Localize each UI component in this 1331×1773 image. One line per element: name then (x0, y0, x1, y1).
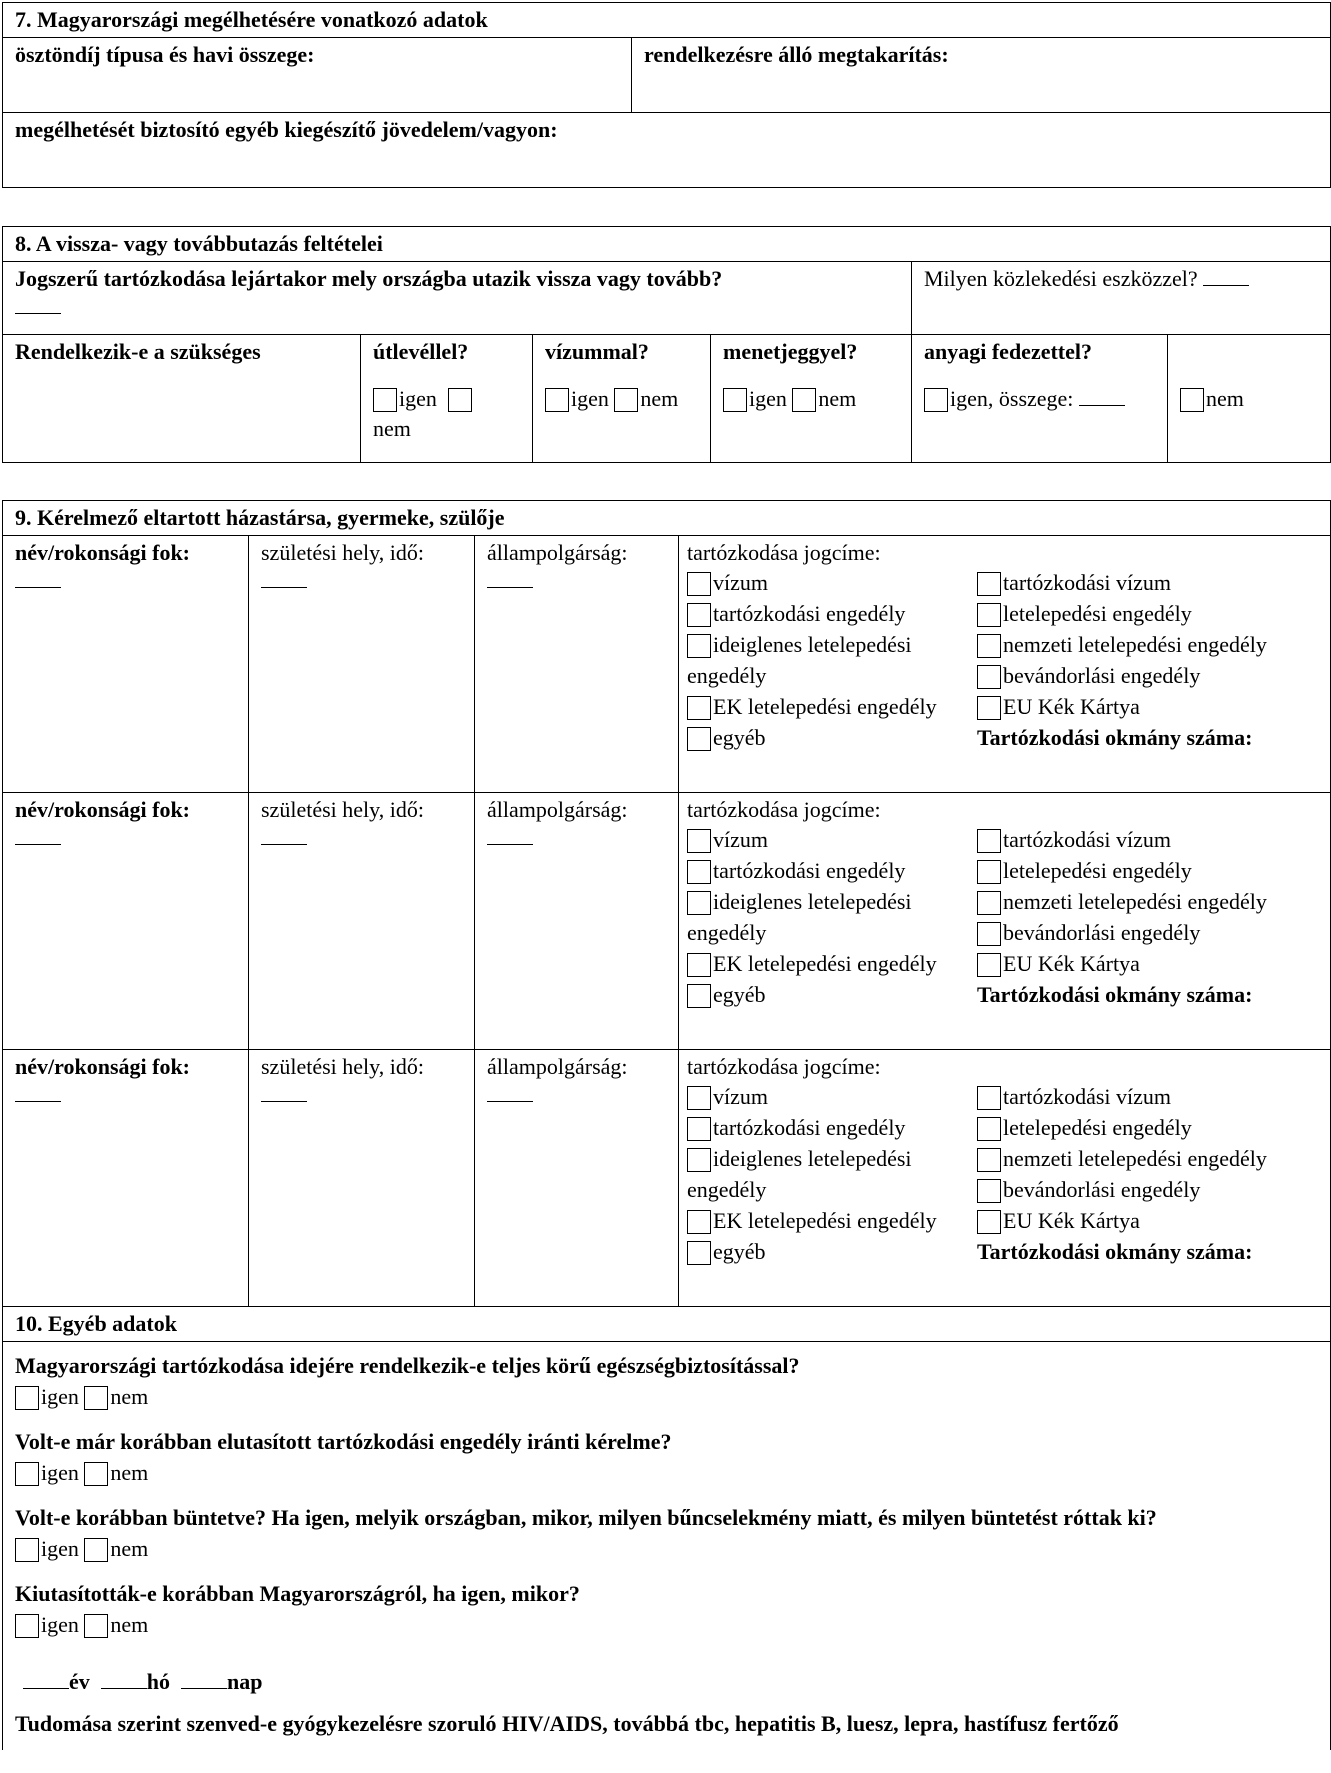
option-label: bevándorlási engedély (1003, 920, 1201, 945)
passport-label: útlevéllel? (373, 339, 469, 364)
visa-label: vízummal? (545, 339, 649, 364)
transport-field[interactable] (912, 262, 1331, 335)
date-fields (23, 1668, 1318, 1696)
temp-settlement-checkbox[interactable] (687, 891, 711, 915)
expelled-no-checkbox[interactable] (84, 1614, 108, 1638)
citizenship-label: állampolgárság: (487, 540, 628, 565)
ticket-cell (711, 335, 912, 463)
day-blank[interactable] (181, 1672, 227, 1689)
name-blank[interactable] (15, 571, 61, 588)
no-label: nem (110, 1536, 149, 1561)
birth-blank[interactable] (261, 1085, 307, 1102)
yes-amount-label: igen, összege: (950, 386, 1074, 411)
option-label: tartózkodási engedély (713, 601, 906, 626)
residence-visa-checkbox[interactable] (977, 1086, 1001, 1110)
option-label: tartózkodási vízum (1003, 570, 1172, 595)
rejected-yes-checkbox[interactable] (15, 1462, 39, 1486)
no-label: nem (110, 1612, 149, 1637)
passport-yes-checkbox[interactable] (373, 388, 397, 412)
option-label: EK letelepedési engedély (713, 951, 937, 976)
ec-settlement-checkbox[interactable] (687, 1210, 711, 1234)
insurance-yes-checkbox[interactable] (15, 1386, 39, 1410)
option-label: ideiglenes letelepedési engedély (687, 632, 912, 688)
temp-settlement-checkbox[interactable] (687, 634, 711, 658)
other-income-label: megélhetését biztosító egyéb kiegészítő jövedelem/vagyon: (15, 117, 558, 142)
no-label: nem (1206, 386, 1244, 411)
visa-yes-checkbox[interactable] (545, 388, 569, 412)
no-label: nem (818, 386, 857, 411)
day-label: nap (227, 1669, 263, 1694)
yes-label: igen (41, 1536, 79, 1561)
option-label: EK letelepedési engedély (713, 694, 937, 719)
year-label: év (69, 1669, 90, 1694)
section-10-title: 10. Egyéb adatok (3, 1307, 1331, 1342)
visa-no-checkbox[interactable] (614, 388, 638, 412)
option-label: letelepedési engedély (1003, 1115, 1192, 1140)
yes-label: igen (41, 1612, 79, 1637)
stipend-field[interactable] (3, 38, 632, 113)
no-label: nem (110, 1384, 149, 1409)
transport-question: Milyen közlekedési eszközzel? (924, 266, 1198, 291)
eu-blue-card-checkbox[interactable] (977, 696, 1001, 720)
option-label: EU Kék Kártya (1003, 1208, 1140, 1233)
citizenship-blank[interactable] (487, 571, 533, 588)
option-label: nemzeti letelepedési engedély (1003, 1146, 1267, 1171)
immigration-permit-checkbox[interactable] (977, 1179, 1001, 1203)
immigration-permit-checkbox[interactable] (977, 922, 1001, 946)
residence-visa-checkbox[interactable] (977, 829, 1001, 853)
option-label: vízum (713, 827, 768, 852)
criminal-yes-checkbox[interactable] (15, 1538, 39, 1562)
option-label: bevándorlási engedély (1003, 1177, 1201, 1202)
birth-label: születési hely, idő: (261, 540, 424, 565)
other-income-field[interactable] (3, 113, 1331, 188)
vizum-checkbox[interactable] (687, 1086, 711, 1110)
option-label: letelepedési engedély (1003, 601, 1192, 626)
destination-question: Jogszerű tartózkodása lejártakor mely országba utazik vissza vagy tovább? (15, 266, 723, 291)
question-block (15, 1352, 1318, 1412)
funds-no-cell (1168, 335, 1331, 463)
section-9-title: 9. Kérelmező eltartott házastársa, gyermeke, szülője (3, 501, 1331, 536)
expelled-yes-checkbox[interactable] (15, 1614, 39, 1638)
funds-amount-blank[interactable] (1079, 389, 1125, 406)
citizenship-blank[interactable] (487, 1085, 533, 1102)
option-label: ideiglenes letelepedési engedély (687, 889, 912, 945)
birth-blank[interactable] (261, 571, 307, 588)
savings-label: rendelkezésre álló megtakarítás: (644, 42, 949, 67)
rejected-no-checkbox[interactable] (84, 1462, 108, 1486)
option-label: tartózkodási engedély (713, 858, 906, 883)
option-label: tartózkodási vízum (1003, 1084, 1172, 1109)
criminal-no-checkbox[interactable] (84, 1538, 108, 1562)
residence-visa-checkbox[interactable] (977, 572, 1001, 596)
name-blank[interactable] (15, 1085, 61, 1102)
national-settlement-checkbox[interactable] (977, 634, 1001, 658)
doc-number-label: Tartózkodási okmány száma: (977, 1239, 1253, 1264)
vizum-checkbox[interactable] (687, 829, 711, 853)
citizenship-blank[interactable] (487, 828, 533, 845)
name-label: név/rokonsági fok: (15, 797, 191, 822)
option-label: nemzeti letelepedési engedély (1003, 889, 1267, 914)
national-settlement-checkbox[interactable] (977, 891, 1001, 915)
insurance-question: Magyarországi tartózkodása idejére rendelkezik-e teljes körű egészségbiztosítással? (15, 1353, 800, 1378)
passport-no-checkbox[interactable] (448, 388, 472, 412)
option-label: vízum (713, 570, 768, 595)
year-blank[interactable] (23, 1672, 69, 1689)
eu-blue-card-checkbox[interactable] (977, 953, 1001, 977)
yes-label: igen (41, 1384, 79, 1409)
section-7-title: 7. Magyarországi megélhetésére vonatkozó adatok (3, 3, 1331, 38)
no-label: nem (640, 386, 679, 411)
question-block (15, 1428, 1318, 1488)
funds-no-checkbox[interactable] (1180, 388, 1204, 412)
option-label: EK letelepedési engedély (713, 1208, 937, 1233)
other-checkbox[interactable] (687, 1241, 711, 1265)
section-9-table (2, 500, 1331, 1750)
no-label: nem (110, 1460, 149, 1485)
residence-permit-checkbox[interactable] (687, 1117, 711, 1141)
settlement-permit-checkbox[interactable] (977, 1117, 1001, 1141)
ec-settlement-checkbox[interactable] (687, 696, 711, 720)
yes-label: igen (749, 386, 787, 411)
insurance-no-checkbox[interactable] (84, 1386, 108, 1410)
month-blank[interactable] (101, 1672, 147, 1689)
destination-blank[interactable] (15, 297, 61, 314)
option-label: egyéb (713, 725, 766, 750)
birth-label: születési hely, idő: (261, 797, 424, 822)
yes-label: igen (41, 1460, 79, 1485)
vizum-checkbox[interactable] (687, 572, 711, 596)
residence-permit-checkbox[interactable] (687, 860, 711, 884)
national-settlement-checkbox[interactable] (977, 1148, 1001, 1172)
legal-basis-label: tartózkodása jogcíme: (687, 1054, 881, 1079)
name-blank[interactable] (15, 828, 61, 845)
doc-number-label: Tartózkodási okmány száma: (977, 982, 1253, 1007)
disease-question: Tudomása szerint szenved-e gyógykezelésre szoruló HIV/AIDS, továbbá tbc, hepatitis B, luesz, lepra, hastífusz fertőző (15, 1711, 1119, 1736)
birth-blank[interactable] (261, 828, 307, 845)
stipend-label: ösztöndíj típusa és havi összege: (15, 42, 315, 67)
option-label: nemzeti letelepedési engedély (1003, 632, 1267, 657)
option-label: egyéb (713, 982, 766, 1007)
funds-cell (912, 335, 1168, 463)
transport-blank[interactable] (1203, 269, 1249, 286)
option-label: ideiglenes letelepedési engedély (687, 1146, 912, 1202)
no-label: nem (373, 416, 411, 441)
ticket-yes-checkbox[interactable] (723, 388, 747, 412)
doc-number-label: Tartózkodási okmány száma: (977, 725, 1253, 750)
settlement-permit-checkbox[interactable] (977, 603, 1001, 627)
destination-field[interactable] (3, 262, 912, 335)
eu-blue-card-checkbox[interactable] (977, 1210, 1001, 1234)
yes-label: igen (571, 386, 609, 411)
citizenship-label: állampolgárság: (487, 797, 628, 822)
option-label: bevándorlási engedély (1003, 663, 1201, 688)
section-8-table (2, 226, 1331, 463)
option-label: EU Kék Kártya (1003, 694, 1140, 719)
expelled-question: Kiutasították-e korábban Magyarországról, ha igen, mikor? (15, 1581, 580, 1606)
rejected-question: Volt-e már korábban elutasított tartózkodási engedély iránti kérelme? (15, 1429, 672, 1454)
yes-label: igen (399, 386, 437, 411)
option-label: tartózkodási vízum (1003, 827, 1172, 852)
settlement-permit-checkbox[interactable] (977, 860, 1001, 884)
ticket-no-checkbox[interactable] (792, 388, 816, 412)
temp-settlement-checkbox[interactable] (687, 1148, 711, 1172)
name-label: név/rokonsági fok: (15, 1054, 191, 1079)
funds-label: anyagi fedezettel? (924, 339, 1092, 364)
birth-label: születési hely, idő: (261, 1054, 424, 1079)
name-label: név/rokonsági fok: (15, 540, 191, 565)
ticket-label: menetjeggyel? (723, 339, 858, 364)
section-8-title: 8. A vissza- vagy továbbutazás feltételei (3, 227, 1331, 262)
citizenship-label: állampolgárság: (487, 1054, 628, 1079)
visa-cell (533, 335, 711, 463)
has-required-label: Rendelkezik-e a szükséges (3, 335, 361, 463)
funds-yes-checkbox[interactable] (924, 388, 948, 412)
option-label: egyéb (713, 1239, 766, 1264)
section-7-table (2, 2, 1331, 188)
ec-settlement-checkbox[interactable] (687, 953, 711, 977)
criminal-question: Volt-e korábban büntetve? Ha igen, melyik országban, mikor, milyen bűncselekmény miatt, és milyen büntetést róttak ki? (15, 1505, 1157, 1530)
month-label: hó (146, 1669, 171, 1694)
immigration-permit-checkbox[interactable] (977, 665, 1001, 689)
legal-basis-label: tartózkodása jogcíme: (687, 540, 881, 565)
question-block (15, 1504, 1318, 1564)
other-checkbox[interactable] (687, 984, 711, 1008)
option-label: vízum (713, 1084, 768, 1109)
option-label: tartózkodási engedély (713, 1115, 906, 1140)
legal-basis-label: tartózkodása jogcíme: (687, 797, 881, 822)
passport-cell (361, 335, 533, 463)
residence-permit-checkbox[interactable] (687, 603, 711, 627)
option-label: EU Kék Kártya (1003, 951, 1140, 976)
question-block (15, 1580, 1318, 1640)
other-checkbox[interactable] (687, 727, 711, 751)
option-label: letelepedési engedély (1003, 858, 1192, 883)
savings-field[interactable] (632, 38, 1331, 113)
